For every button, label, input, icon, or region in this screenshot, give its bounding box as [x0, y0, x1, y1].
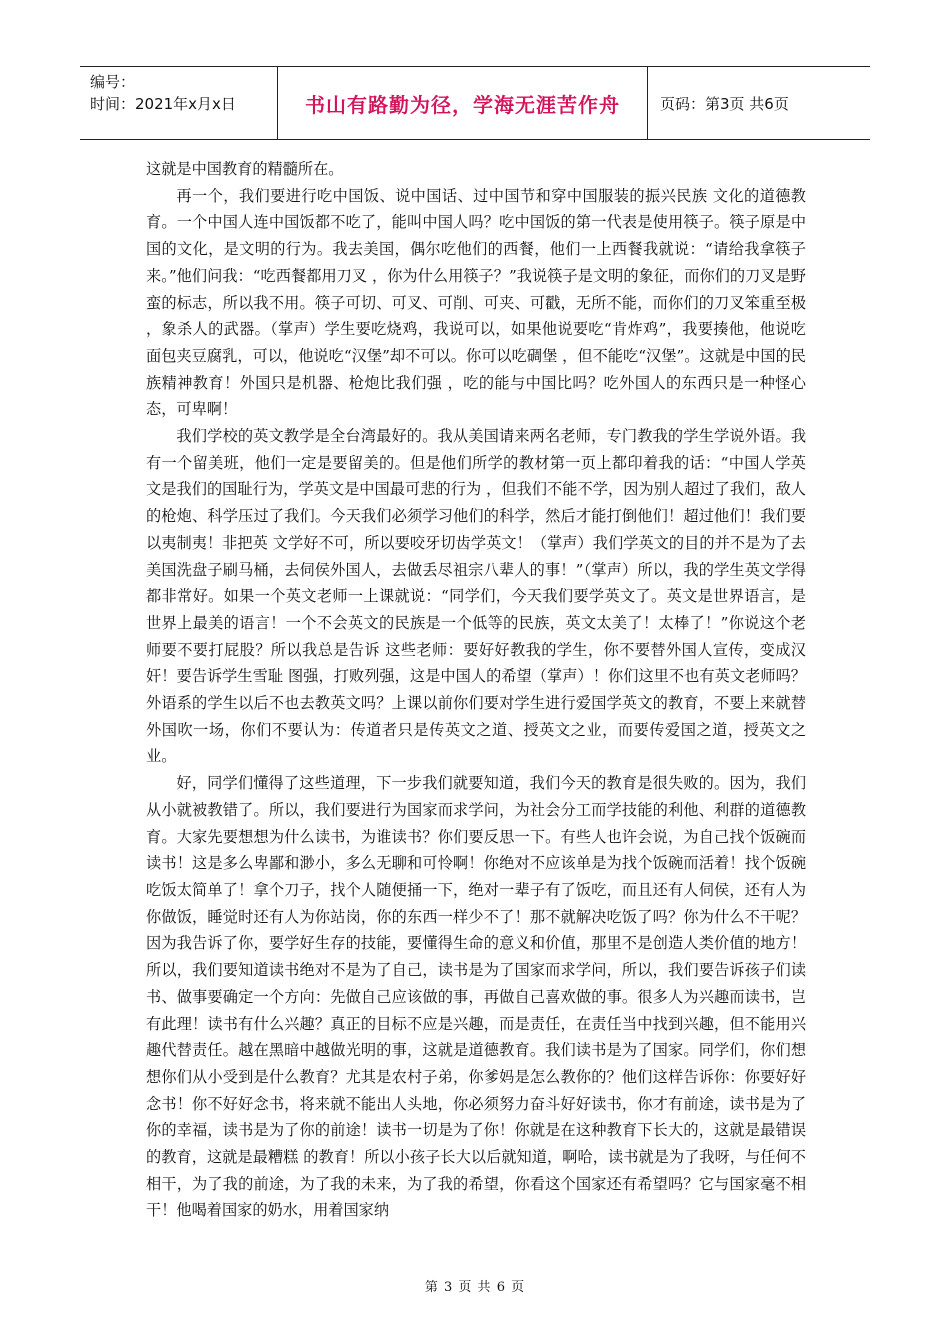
date-label: 时间：2021年x月x日	[90, 95, 236, 113]
document-header	[80, 66, 870, 140]
header-page-number: 页码：第3页 共6页	[660, 94, 789, 113]
serial-number-label: 编号：	[90, 73, 136, 91]
body-paragraph: 我们学校的英文教学是全台湾最好的。我从美国请来两名老师，专门教我的学生学说外语。我有一个留美班，他们一定是要留美的。但是他们所学的教材第一页上都印着我的话：“中国人学英文是我们的国耻行为，学英文是中国最可悲的行为 ，但我们不能不学，因为别人超过了我们，敌人的枪炮、科学压过了我们。今天我们必须学习他们的科学，然后才能打倒他们！超过他们！我们要以夷制夷！非把英 文学好不可，所以要咬牙切齿学英文！（掌声）我们学英文的目的并不是为了去美国洗盘子刷马桶，去伺侯外国人，去做丢尽祖宗八辈人的事！”（掌声）所以，我的学生英文学得都非常好。如果一个英文老师一上课就说：“同学们，今天我们要学英文了。英文是世界语言，是世界上最美的语言！一个不会英文的民族是一个低等的民族，英文太美了！太棒了！”你说这个老师要不要打屁股？所以我总是告诉 这些老师：要好好教我的学生，你不要替外国人宣传，变成汉奸！要告诉学生雪耻 图强，打败列强，这是中国人的希望（掌声）！你们这里不也有英文老师吗？外语系的学生以后不也去教英文吗？上课以前你们要对学生进行爱国学英文的教育，不要上来就替外国吹一场，你们不要认为：传道者只是传英文之道、授英文之业，而要传爱国之道，授英文之业。	[146, 427, 806, 766]
document-body	[146, 156, 806, 1224]
body-paragraph: 这就是中国教育的精髓所在。	[146, 160, 344, 178]
body-paragraph: 好，同学们懂得了这些道理，下一步我们就要知道，我们今天的教育是很失败的。因为，我们从小就被教错了。所以，我们要进行为国家而求学问，为社会分工而学技能的利他、利群的道德教育。大家先要想想为什么读书，为谁读书？你们要反思一下。有些人也许会说，为自己找个饭碗而读书！这是多么卑鄙和渺小，多么无聊和可怜啊！你绝对不应该单是为找个饭碗而活着！找个饭碗吃饭太简单了！拿个刀子，找个人随便捅一下，绝对一辈子有了饭吃，而且还有人伺侯，还有人为你做饭，睡觉时还有人为你站岗，你的东西一样少不了！那不就解决吃饭了吗？你为什么不干呢？因为我告诉了你，要学好生存的技能，要懂得生命的意义和价值，那里不是创造人类价值的地方！所以，我们要知道读书绝对不是为了自己，读书是为了国家而求学问，所以，我们要告诉孩子们读书、做事要确定一个方向：先做自己应该做的事，再做自己喜欢做的事。很多人为兴趣而读书，岂有此理！读书有什么兴趣？真正的目标不应是兴趣，而是责任，在责任当中找到兴趣，但不能用兴趣代替责任。越在黑暗中越做光明的事，这就是道德教育。我们读书是为了国家。同学们，你们想想你们从小受到是什么教育？尤其是农村子弟，你爹妈是怎么教你的？他们这样告诉你：你要好好念书！你不好好念书，将来就不能出人头地，你必须努力奋斗好好读书，你才有前途，读书是为了你的幸福，读书是为了你的前途！读书一切是为了你！你就是在这种教育下长大的，这就是最错误的教育，这就是最糟糕 的教育！所以小孩子长大以后就知道，啊哈，读书就是为了我呀，与任何不相干，为了我的前途，为了我的未来，为了我的希望，你看这个国家还有希望吗？它与国家毫不相干！他喝着国家的奶水，用着国家纳	[146, 774, 806, 1220]
body-paragraph: 再一个，我们要进行吃中国饭、说中国话、过中国节和穿中国服装的振兴民族 文化的道德教育。一个中国人连中国饭都不吃了，能叫中国人吗？吃中国饭的第一代表是使用筷子。筷子原是中国的文化，是文明的行为。我去美国，偶尔吃他们的西餐，他们一上西餐我就说：“请给我拿筷子来。”他们问我：“吃西餐都用刀叉 ，你为什么用筷子？”我说筷子是文明的象征，而你们的刀叉是野蛮的标志，所以我不用。筷子可切、可叉、可削、可夹、可戳，无所不能，而你们的刀叉笨重至极 ，象杀人的武器。（掌声）学生要吃烧鸡，我说可以，如果他说要吃“肯炸鸡”，我要揍他，他说吃面包夹豆腐乳，可以，他说吃“汉堡”却不可以。你可以吃碉堡 ，但不能吃“汉堡”。这就是中国的民族精神教育！外国只是机器、枪炮比我们强 ，吃的能与中国比吗？吃外国人的东西只是一种怪心态，可卑啊！	[146, 186, 806, 419]
header-meta-cell	[80, 67, 278, 139]
page-footer: 第 3 页 共 6 页	[424, 1280, 526, 1295]
header-motto: 书山有路勤为径，学海无涯苦作舟	[278, 67, 648, 139]
